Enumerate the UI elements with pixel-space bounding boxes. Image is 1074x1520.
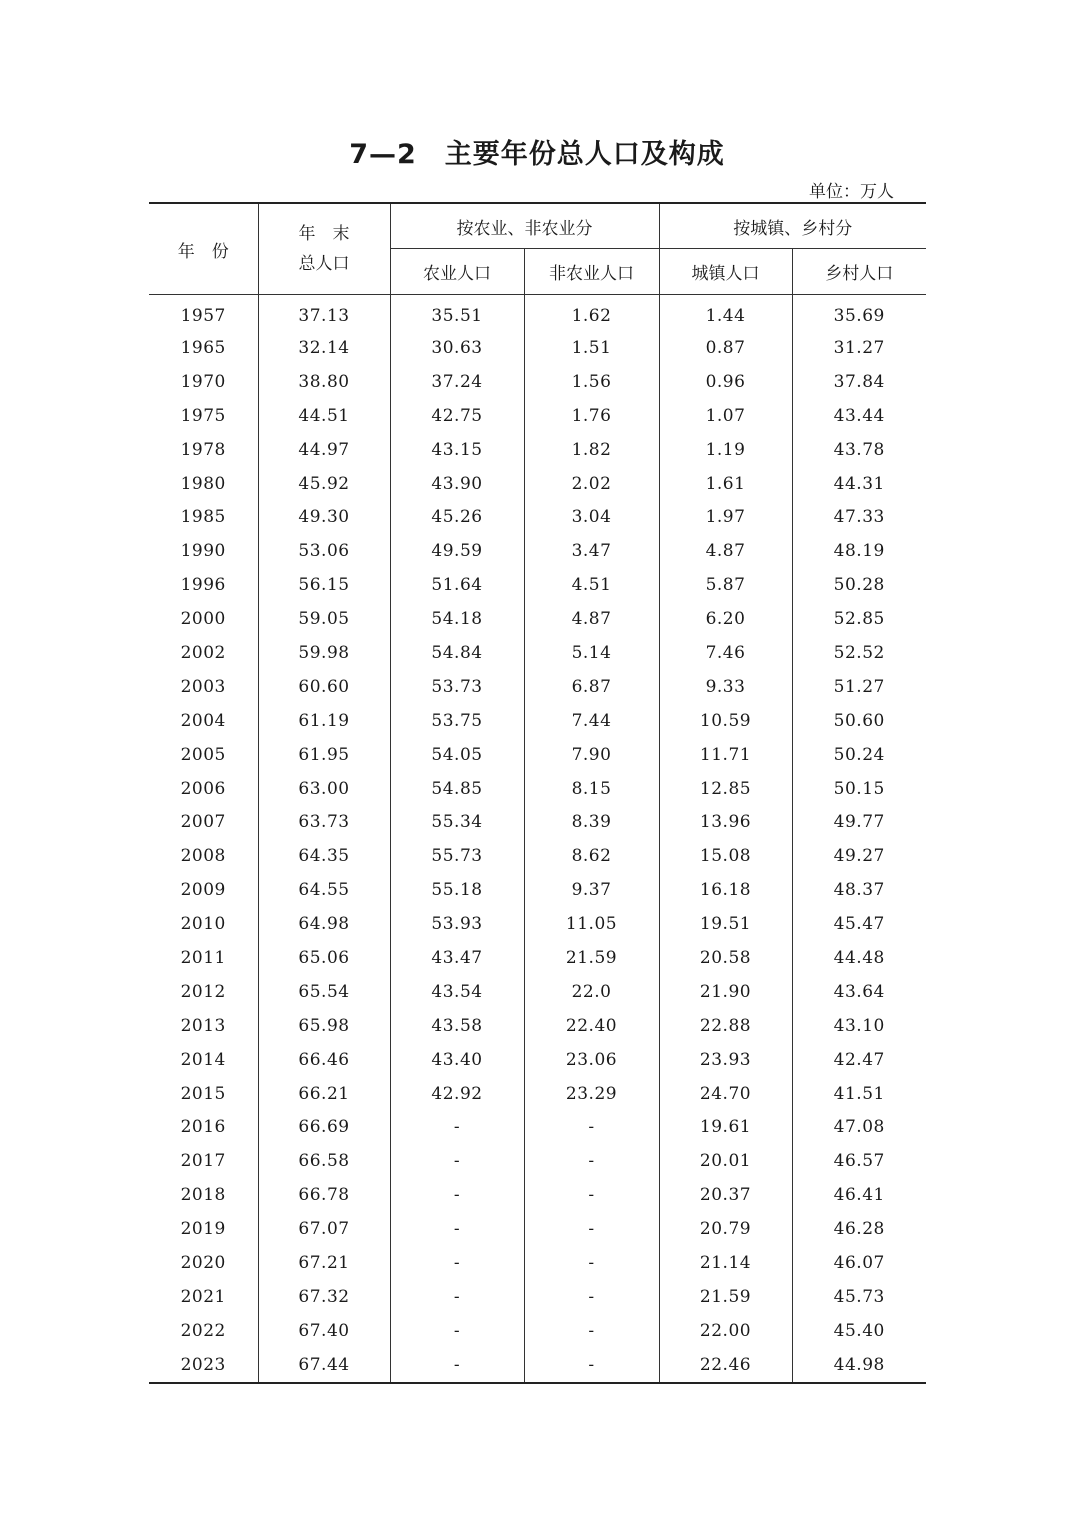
cell-urban: 13.96	[659, 805, 792, 839]
cell-year: 2022	[180, 1320, 226, 1341]
cell-year: 2018	[180, 1185, 226, 1206]
cell-agri: 55.34	[390, 805, 524, 839]
header-rural: 乡村人口	[792, 249, 926, 295]
cell-year: 1970	[180, 371, 226, 392]
table-row	[149, 670, 926, 704]
cell-rural: 35.69	[792, 295, 926, 332]
cell-total: 60.60	[258, 670, 390, 704]
cell-agri: -	[390, 1144, 524, 1178]
cell-nonagri: 1.76	[524, 399, 659, 433]
cell-rural: 47.33	[792, 500, 926, 534]
cell-total: 64.98	[258, 907, 390, 941]
cell-nonagri: 3.04	[524, 500, 659, 534]
cell-urban: 1.19	[659, 433, 792, 467]
cell-year: 1957	[180, 306, 226, 326]
cell-nonagri: -	[524, 1280, 659, 1314]
cell-nonagri: 1.51	[524, 331, 659, 365]
cell-rural: 48.19	[792, 534, 926, 568]
cell-total: 64.35	[258, 839, 390, 873]
cell-total: 66.78	[258, 1178, 390, 1212]
cell-nonagri: 1.56	[524, 365, 659, 399]
cell-nonagri: 22.0	[524, 975, 659, 1009]
cell-nonagri: 9.37	[524, 873, 659, 907]
cell-year: 2007	[180, 812, 226, 833]
cell-rural: 52.52	[792, 636, 926, 670]
cell-total: 45.92	[258, 467, 390, 501]
cell-urban: 6.20	[659, 602, 792, 636]
cell-year: 1996	[180, 575, 226, 596]
cell-agri: 43.47	[390, 941, 524, 975]
cell-year: 2005	[180, 744, 226, 765]
cell-rural: 43.78	[792, 433, 926, 467]
cell-urban: 1.61	[659, 467, 792, 501]
cell-year: 1978	[180, 439, 226, 460]
cell-year: 1980	[180, 473, 226, 494]
table-row	[149, 433, 926, 467]
cell-total: 56.15	[258, 568, 390, 602]
table-row	[149, 738, 926, 772]
cell-rural: 43.64	[792, 975, 926, 1009]
cell-nonagri: 2.02	[524, 467, 659, 501]
header-urban: 城镇人口	[659, 249, 792, 295]
cell-rural: 45.47	[792, 907, 926, 941]
cell-agri: 43.54	[390, 975, 524, 1009]
cell-year: 1975	[180, 405, 226, 426]
cell-agri: 55.73	[390, 839, 524, 873]
cell-nonagri: -	[524, 1110, 659, 1144]
cell-year: 1990	[180, 541, 226, 562]
cell-agri: 51.64	[390, 568, 524, 602]
table-row	[149, 1314, 926, 1348]
cell-rural: 43.44	[792, 399, 926, 433]
cell-total: 53.06	[258, 534, 390, 568]
cell-nonagri: -	[524, 1212, 659, 1246]
table-row	[149, 568, 926, 602]
cell-rural: 52.85	[792, 602, 926, 636]
cell-total: 67.21	[258, 1246, 390, 1280]
cell-year: 2014	[180, 1049, 226, 1070]
cell-rural: 44.98	[792, 1348, 926, 1383]
cell-total: 63.73	[258, 805, 390, 839]
cell-total: 59.05	[258, 602, 390, 636]
cell-agri: 55.18	[390, 873, 524, 907]
cell-urban: 15.08	[659, 839, 792, 873]
cell-agri: 35.51	[390, 295, 524, 332]
cell-total: 44.51	[258, 399, 390, 433]
cell-total: 63.00	[258, 772, 390, 806]
cell-agri: 54.05	[390, 738, 524, 772]
cell-agri: 54.18	[390, 602, 524, 636]
cell-year: 2013	[180, 1015, 226, 1036]
population-table	[149, 202, 926, 1384]
cell-agri: 43.40	[390, 1043, 524, 1077]
cell-urban: 1.97	[659, 500, 792, 534]
cell-year: 2012	[180, 981, 226, 1002]
table-row	[149, 1178, 926, 1212]
cell-year: 2017	[180, 1151, 226, 1172]
cell-nonagri: -	[524, 1144, 659, 1178]
cell-agri: 42.92	[390, 1077, 524, 1111]
cell-agri: 53.75	[390, 704, 524, 738]
cell-year: 2009	[180, 880, 226, 901]
table-row	[149, 331, 926, 365]
cell-agri: 54.85	[390, 772, 524, 806]
cell-agri: -	[390, 1314, 524, 1348]
table-row	[149, 1246, 926, 1280]
table-row	[149, 1110, 926, 1144]
table-row	[149, 873, 926, 907]
cell-urban: 21.14	[659, 1246, 792, 1280]
cell-year: 2019	[180, 1219, 226, 1240]
cell-rural: 50.60	[792, 704, 926, 738]
cell-total: 32.14	[258, 331, 390, 365]
cell-nonagri: 6.87	[524, 670, 659, 704]
cell-year: 2004	[180, 710, 226, 731]
table-body	[149, 295, 926, 1383]
cell-agri: -	[390, 1212, 524, 1246]
cell-year: 2016	[180, 1117, 226, 1138]
cell-nonagri: 4.51	[524, 568, 659, 602]
cell-urban: 5.87	[659, 568, 792, 602]
cell-year: 2000	[180, 609, 226, 630]
table-row	[149, 907, 926, 941]
cell-rural: 48.37	[792, 873, 926, 907]
table-row	[149, 704, 926, 738]
cell-total: 64.55	[258, 873, 390, 907]
cell-agri: -	[390, 1280, 524, 1314]
cell-agri: 53.73	[390, 670, 524, 704]
cell-year: 2010	[180, 914, 226, 935]
cell-rural: 46.41	[792, 1178, 926, 1212]
table-row	[149, 500, 926, 534]
cell-rural: 50.24	[792, 738, 926, 772]
cell-year: 2002	[180, 642, 226, 663]
cell-rural: 46.57	[792, 1144, 926, 1178]
cell-nonagri: 7.44	[524, 704, 659, 738]
cell-urban: 0.87	[659, 331, 792, 365]
header-year: 年 份	[149, 203, 258, 295]
table-row	[149, 295, 926, 332]
cell-year: 2020	[180, 1252, 226, 1273]
cell-rural: 49.77	[792, 805, 926, 839]
cell-urban: 4.87	[659, 534, 792, 568]
cell-agri: 54.84	[390, 636, 524, 670]
cell-agri: -	[390, 1246, 524, 1280]
cell-nonagri: -	[524, 1178, 659, 1212]
cell-agri: -	[390, 1178, 524, 1212]
cell-total: 65.54	[258, 975, 390, 1009]
cell-rural: 49.27	[792, 839, 926, 873]
cell-nonagri: 1.62	[524, 295, 659, 332]
cell-total: 67.07	[258, 1212, 390, 1246]
cell-rural: 50.28	[792, 568, 926, 602]
table-row	[149, 365, 926, 399]
cell-total: 65.06	[258, 941, 390, 975]
cell-rural: 45.73	[792, 1280, 926, 1314]
cell-nonagri: 8.39	[524, 805, 659, 839]
cell-agri: 45.26	[390, 500, 524, 534]
cell-urban: 16.18	[659, 873, 792, 907]
cell-rural: 45.40	[792, 1314, 926, 1348]
cell-urban: 24.70	[659, 1077, 792, 1111]
cell-urban: 11.71	[659, 738, 792, 772]
cell-agri: 53.93	[390, 907, 524, 941]
cell-total: 37.13	[258, 295, 390, 332]
cell-agri: 43.15	[390, 433, 524, 467]
cell-nonagri: 4.87	[524, 602, 659, 636]
cell-agri: -	[390, 1348, 524, 1383]
cell-rural: 31.27	[792, 331, 926, 365]
cell-agri: 37.24	[390, 365, 524, 399]
cell-urban: 0.96	[659, 365, 792, 399]
cell-urban: 20.58	[659, 941, 792, 975]
cell-rural: 37.84	[792, 365, 926, 399]
cell-year: 1965	[180, 337, 226, 358]
table-row	[149, 941, 926, 975]
cell-year: 2015	[180, 1083, 226, 1104]
cell-nonagri: 8.62	[524, 839, 659, 873]
table-row	[149, 1043, 926, 1077]
cell-year: 2006	[180, 778, 226, 799]
cell-year: 2011	[180, 947, 226, 968]
cell-rural: 44.31	[792, 467, 926, 501]
cell-nonagri: -	[524, 1246, 659, 1280]
header-agri: 农业人口	[390, 249, 524, 295]
header-group-urban: 按城镇、乡村分	[659, 203, 926, 249]
table-row	[149, 1144, 926, 1178]
cell-agri: -	[390, 1110, 524, 1144]
cell-rural: 44.48	[792, 941, 926, 975]
cell-total: 61.95	[258, 738, 390, 772]
cell-nonagri: 5.14	[524, 636, 659, 670]
table-header	[149, 203, 926, 295]
cell-rural: 50.15	[792, 772, 926, 806]
cell-nonagri: -	[524, 1314, 659, 1348]
cell-urban: 23.93	[659, 1043, 792, 1077]
cell-nonagri: -	[524, 1348, 659, 1383]
table-row	[149, 772, 926, 806]
cell-nonagri: 8.15	[524, 772, 659, 806]
cell-urban: 22.00	[659, 1314, 792, 1348]
table-row	[149, 534, 926, 568]
cell-urban: 1.07	[659, 399, 792, 433]
header-group-agri: 按农业、非农业分	[390, 203, 659, 249]
header-total	[258, 203, 390, 295]
cell-urban: 21.59	[659, 1280, 792, 1314]
cell-rural: 42.47	[792, 1043, 926, 1077]
cell-total: 61.19	[258, 704, 390, 738]
cell-total: 59.98	[258, 636, 390, 670]
cell-rural: 51.27	[792, 670, 926, 704]
cell-agri: 49.59	[390, 534, 524, 568]
table-row	[149, 602, 926, 636]
table-row	[149, 1280, 926, 1314]
cell-rural: 46.07	[792, 1246, 926, 1280]
cell-urban: 19.51	[659, 907, 792, 941]
table-row	[149, 1212, 926, 1246]
cell-urban: 12.85	[659, 772, 792, 806]
cell-nonagri: 22.40	[524, 1009, 659, 1043]
cell-urban: 20.79	[659, 1212, 792, 1246]
cell-urban: 20.01	[659, 1144, 792, 1178]
cell-total: 67.32	[258, 1280, 390, 1314]
table-row	[149, 467, 926, 501]
cell-nonagri: 23.06	[524, 1043, 659, 1077]
cell-urban: 1.44	[659, 295, 792, 332]
cell-urban: 22.46	[659, 1348, 792, 1383]
cell-total: 67.40	[258, 1314, 390, 1348]
cell-total: 49.30	[258, 500, 390, 534]
table-row	[149, 805, 926, 839]
cell-nonagri: 21.59	[524, 941, 659, 975]
cell-year: 1985	[180, 507, 226, 528]
cell-urban: 20.37	[659, 1178, 792, 1212]
cell-nonagri: 3.47	[524, 534, 659, 568]
cell-total: 65.98	[258, 1009, 390, 1043]
cell-urban: 21.90	[659, 975, 792, 1009]
header-nonagri: 非农业人口	[524, 249, 659, 295]
header-total-line2: 总人口	[298, 254, 350, 274]
cell-urban: 22.88	[659, 1009, 792, 1043]
table-row	[149, 975, 926, 1009]
cell-agri: 43.58	[390, 1009, 524, 1043]
cell-rural: 47.08	[792, 1110, 926, 1144]
table-row	[149, 1077, 926, 1111]
cell-agri: 30.63	[390, 331, 524, 365]
cell-urban: 19.61	[659, 1110, 792, 1144]
cell-year: 2003	[180, 676, 226, 697]
cell-nonagri: 7.90	[524, 738, 659, 772]
cell-total: 67.44	[258, 1348, 390, 1383]
cell-total: 66.46	[258, 1043, 390, 1077]
cell-total: 66.21	[258, 1077, 390, 1111]
table-row	[149, 399, 926, 433]
cell-nonagri: 11.05	[524, 907, 659, 941]
cell-year: 2023	[180, 1354, 226, 1375]
unit-label: 单位：万人	[809, 182, 894, 202]
header-total-line1: 年 末	[298, 224, 350, 244]
cell-nonagri: 23.29	[524, 1077, 659, 1111]
cell-urban: 10.59	[659, 704, 792, 738]
cell-urban: 9.33	[659, 670, 792, 704]
table-row	[149, 1009, 926, 1043]
cell-rural: 46.28	[792, 1212, 926, 1246]
cell-year: 2008	[180, 846, 226, 867]
cell-rural: 41.51	[792, 1077, 926, 1111]
page-title: 7—2 主要年份总人口及构成	[349, 139, 725, 170]
cell-total: 44.97	[258, 433, 390, 467]
cell-total: 66.69	[258, 1110, 390, 1144]
cell-urban: 7.46	[659, 636, 792, 670]
cell-rural: 43.10	[792, 1009, 926, 1043]
cell-year: 2021	[180, 1286, 226, 1307]
cell-total: 66.58	[258, 1144, 390, 1178]
table-row	[149, 839, 926, 873]
cell-total: 38.80	[258, 365, 390, 399]
table-row	[149, 636, 926, 670]
cell-agri: 43.90	[390, 467, 524, 501]
cell-nonagri: 1.82	[524, 433, 659, 467]
table-row	[149, 1348, 926, 1383]
cell-agri: 42.75	[390, 399, 524, 433]
